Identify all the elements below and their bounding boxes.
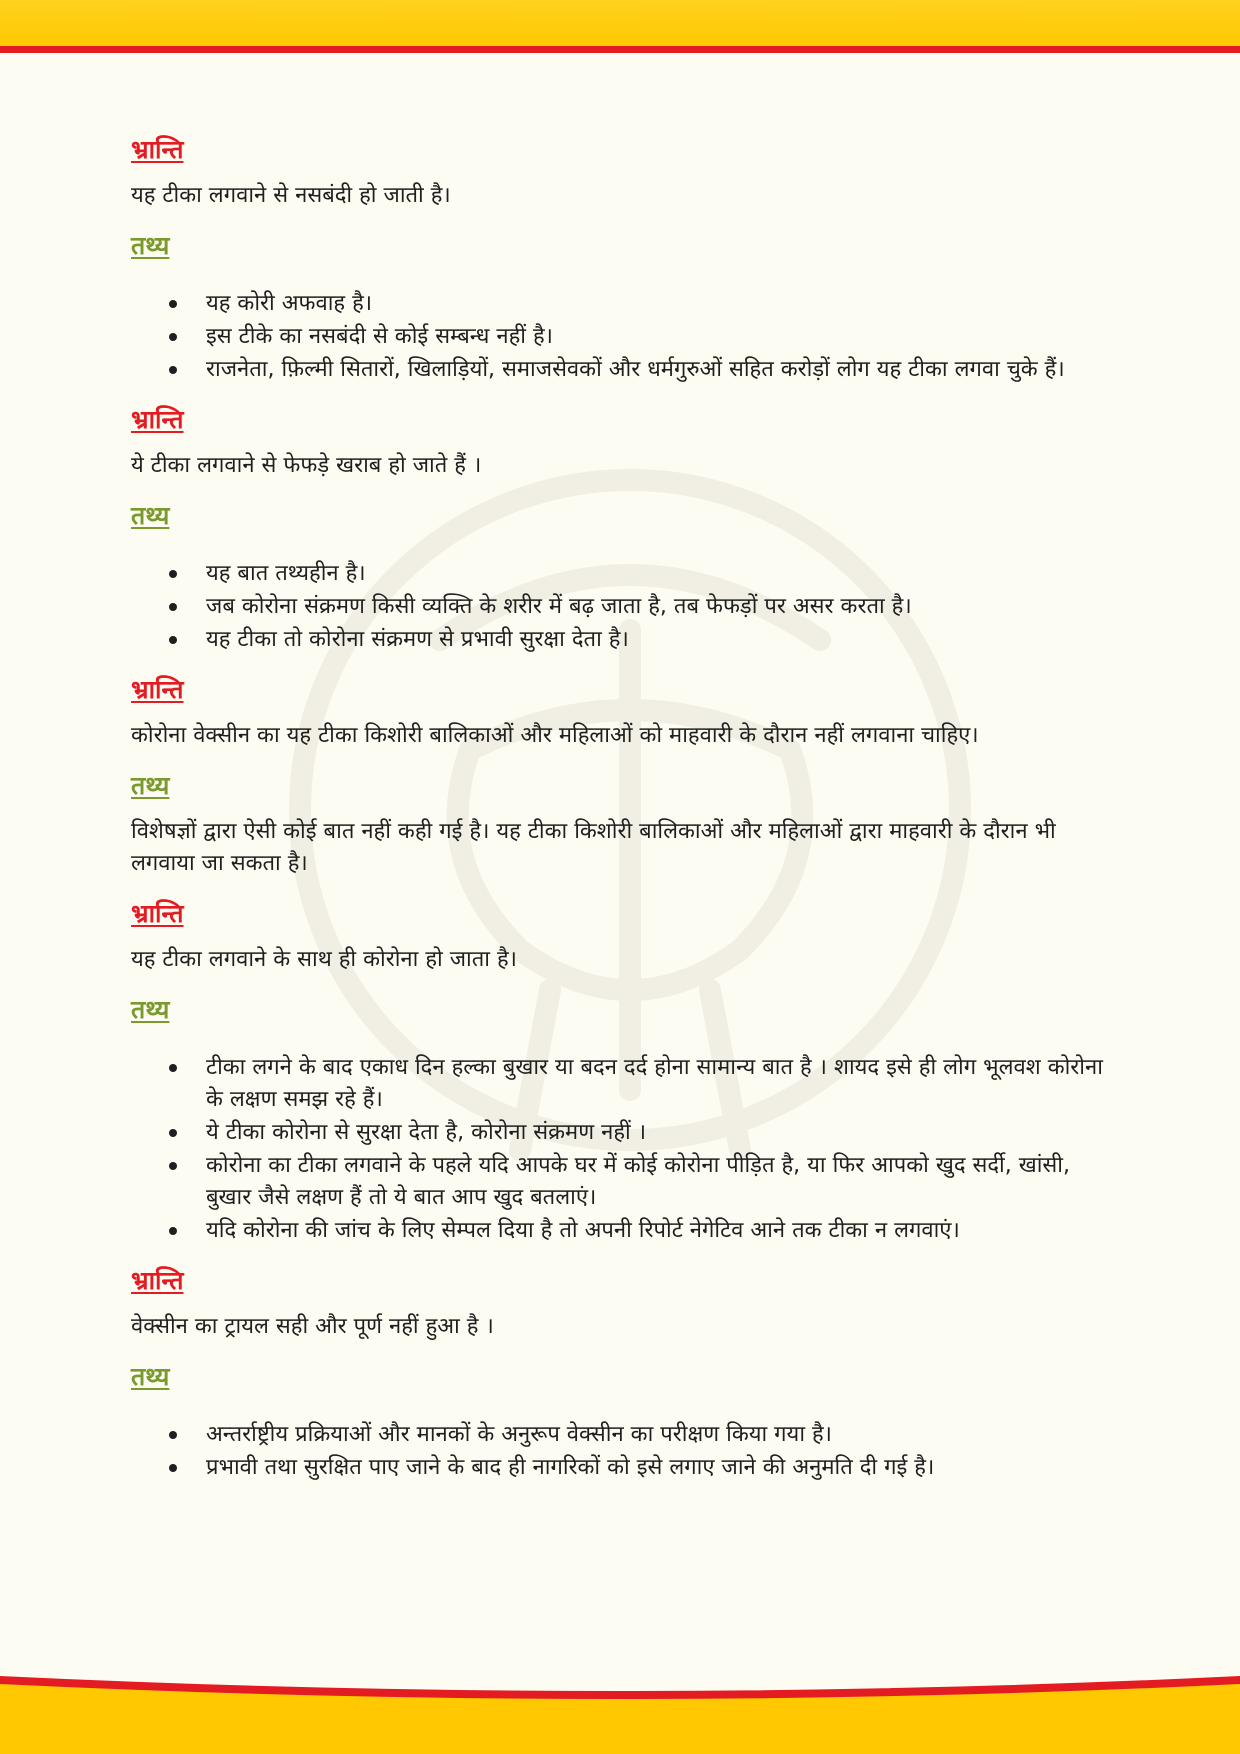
fact-list-item (131, 1452, 1111, 1484)
bullet-icon (169, 1064, 177, 1072)
fact-list-item (131, 1150, 1111, 1214)
fact-point-text: प्रभावी तथा सुरक्षित पाए जाने के बाद ही नागरिकों को इसे लगाए जाने की अनुमति दी गई है। (206, 1455, 935, 1480)
fact-list (131, 1419, 1111, 1484)
myth-section (131, 670, 1111, 752)
fact-point-text: यह कोरी अफवाह है। (206, 291, 373, 316)
fact-point-text: अन्तर्राष्ट्रीय प्रक्रियाओं और मानकों के अनुरूप वेक्सीन का परीक्षण किया गया है। (206, 1422, 833, 1447)
myth-heading: भ्रान्ति (131, 135, 184, 164)
fact-list-item (131, 1052, 1111, 1116)
myth-section (131, 894, 1111, 976)
myth-statement: ये टीका लगवाने से फेफड़े खराब हो जाते हैं । (131, 453, 482, 478)
myth-section (131, 400, 1111, 482)
fact-heading: तथ्य (131, 231, 170, 260)
fact-section (131, 496, 1111, 656)
fact-heading: तथ्य (131, 995, 170, 1024)
bullet-icon (169, 1464, 177, 1472)
bullet-icon (169, 366, 177, 374)
fact-list-item (131, 1419, 1111, 1451)
myth-section (131, 1261, 1111, 1343)
fact-list-item (131, 1117, 1111, 1149)
fact-point-text: राजनेता, फ़िल्मी सितारों, खिलाड़ियों, समाजसेवकों और धर्मगुरुओं सहित करोड़ों लोग यह टीका लगवा चुके हैं। (206, 357, 1065, 382)
bullet-icon (169, 603, 177, 611)
myth-heading: भ्रान्ति (131, 405, 184, 434)
myth-statement: कोरोना वेक्सीन का यह टीका किशोरी बालिकाओं और महिलाओं को माहवारी के दौरान नहीं लगवाना चाहिए। (131, 723, 979, 748)
fact-heading: तथ्य (131, 1362, 170, 1391)
bullet-icon (169, 570, 177, 578)
fact-list-item (131, 354, 1111, 386)
bullet-icon (169, 333, 177, 341)
fact-section (131, 766, 1111, 880)
fact-point-text: इस टीके का नसबंदी से कोई सम्बन्ध नहीं है। (206, 324, 554, 349)
myth-statement: वेक्सीन का ट्रायल सही और पूर्ण नहीं हुआ है । (131, 1314, 494, 1339)
myth-statement: यह टीका लगवाने से नसबंदी हो जाती है। (131, 183, 451, 208)
fact-point-text: टीका लगने के बाद एकाध दिन हल्का बुखार या बदन दर्द होना सामान्य बात है । शायद इसे ही लोग भूलवश कोरोना के लक्षण समझ रहे हैं। (206, 1055, 1103, 1112)
fact-point-text: ये टीका कोरोना से सुरक्षा देता है, कोरोना संक्रमण नहीं । (206, 1120, 647, 1145)
fact-point-text: जब कोरोना संक्रमण किसी व्यक्ति के शरीर में बढ़ जाता है, तब फेफड़ों पर असर करता है। (206, 594, 912, 619)
fact-point-text: कोरोना का टीका लगवाने के पहले यदि आपके घर में कोई कोरोना पीड़ित है, या फिर आपको खुद सर्दी, खांसी, बुखार जैसे लक्षण हैं तो ये बात आप खुद बतलाएं। (206, 1153, 1070, 1210)
fact-point-text: यदि कोरोना की जांच के लिए सेम्पल दिया है तो अपनी रिपोर्ट नेगेटिव आने तक टीका न लगवाएं। (206, 1218, 960, 1243)
fact-list-item (131, 321, 1111, 353)
fact-point-text: यह टीका तो कोरोना संक्रमण से प्रभावी सुरक्षा देता है। (206, 627, 629, 652)
bullet-icon (169, 1162, 177, 1170)
myth-heading: भ्रान्ति (131, 1266, 184, 1295)
fact-list-item (131, 1215, 1111, 1247)
top-yellow-band (0, 0, 1240, 46)
fact-section (131, 226, 1111, 386)
bullet-icon (169, 1227, 177, 1235)
fact-heading: तथ्य (131, 771, 170, 800)
fact-list-item (131, 591, 1111, 623)
fact-list (131, 558, 1111, 656)
fact-section (131, 990, 1111, 1247)
myth-section (131, 130, 1111, 212)
fact-point-text: यह बात तथ्यहीन है। (206, 561, 366, 586)
fact-list-item (131, 288, 1111, 320)
bullet-icon (169, 636, 177, 644)
top-red-rule (0, 46, 1240, 53)
page-content (131, 130, 1111, 1498)
fact-list (131, 288, 1111, 386)
myth-statement: यह टीका लगवाने के साथ ही कोरोना हो जाता है। (131, 947, 517, 972)
bullet-icon (169, 1129, 177, 1137)
fact-list-item (131, 624, 1111, 656)
fact-list (131, 1052, 1111, 1247)
bottom-band (0, 1664, 1240, 1754)
bullet-icon (169, 300, 177, 308)
fact-section (131, 1357, 1111, 1484)
myth-heading: भ्रान्ति (131, 899, 184, 928)
bullet-icon (169, 1431, 177, 1439)
fact-heading: तथ्य (131, 501, 170, 530)
fact-list-item (131, 558, 1111, 590)
fact-statement: विशेषज्ञों द्वारा ऐसी कोई बात नहीं कही गई है। यह टीका किशोरी बालिकाओं और महिलाओं द्वारा माहवारी के दौरान भी लगवाया जा सकता है। (131, 819, 1056, 876)
myth-heading: भ्रान्ति (131, 675, 184, 704)
